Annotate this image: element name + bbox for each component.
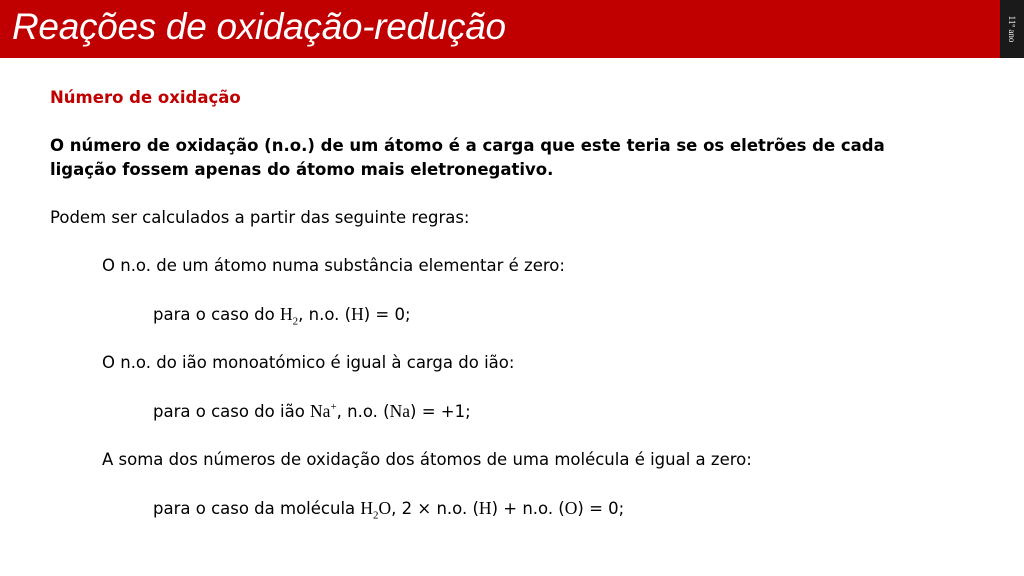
rule-3-example: para o caso da molécula $H_2O$, 2 × n.o. (H) + n.o. (O) = 0; bbox=[153, 498, 625, 522]
rule-2: O n.o. do ião monoatómico é igual à carga do ião: bbox=[102, 353, 515, 372]
grade-label: 11º ano bbox=[1007, 15, 1017, 43]
definition-line-1: O número de oxidação (n.o.) de um átomo é a carga que este teria se os eletrões de cada bbox=[50, 136, 885, 155]
slide-title: Reações de oxidação-redução bbox=[12, 6, 506, 47]
definition-line-2: ligação fossem apenas do átomo mais eletronegativo. bbox=[50, 160, 554, 179]
formula-h: H bbox=[478, 498, 492, 518]
formula-h: H bbox=[351, 304, 364, 324]
rule-2-example: para o caso do ião Na+, n.o. (Na) = +1; bbox=[153, 401, 471, 421]
rules-intro: Podem ser calculados a partir das seguinte regras: bbox=[50, 208, 470, 227]
rule-3: A soma dos números de oxidação dos átomos de uma molécula é igual a zero: bbox=[102, 450, 752, 469]
definition-text bbox=[50, 134, 990, 182]
rule-1: O n.o. de um átomo numa substância elementar é zero: bbox=[102, 256, 565, 275]
formula-o: O bbox=[564, 498, 578, 518]
rule-1-example: para o caso do $H_2$, n.o. (H) = 0; bbox=[153, 304, 411, 328]
formula-na-ion: Na+ bbox=[310, 401, 337, 421]
formula-h2o: $H_2O$ bbox=[360, 498, 392, 522]
section-title: Número de oxidação bbox=[50, 88, 241, 107]
grade-tab bbox=[1000, 0, 1024, 58]
title-bar bbox=[0, 0, 1000, 58]
formula-h2: $H_2$ bbox=[280, 304, 299, 328]
formula-na: Na bbox=[389, 401, 411, 421]
slide-content bbox=[50, 86, 990, 521]
